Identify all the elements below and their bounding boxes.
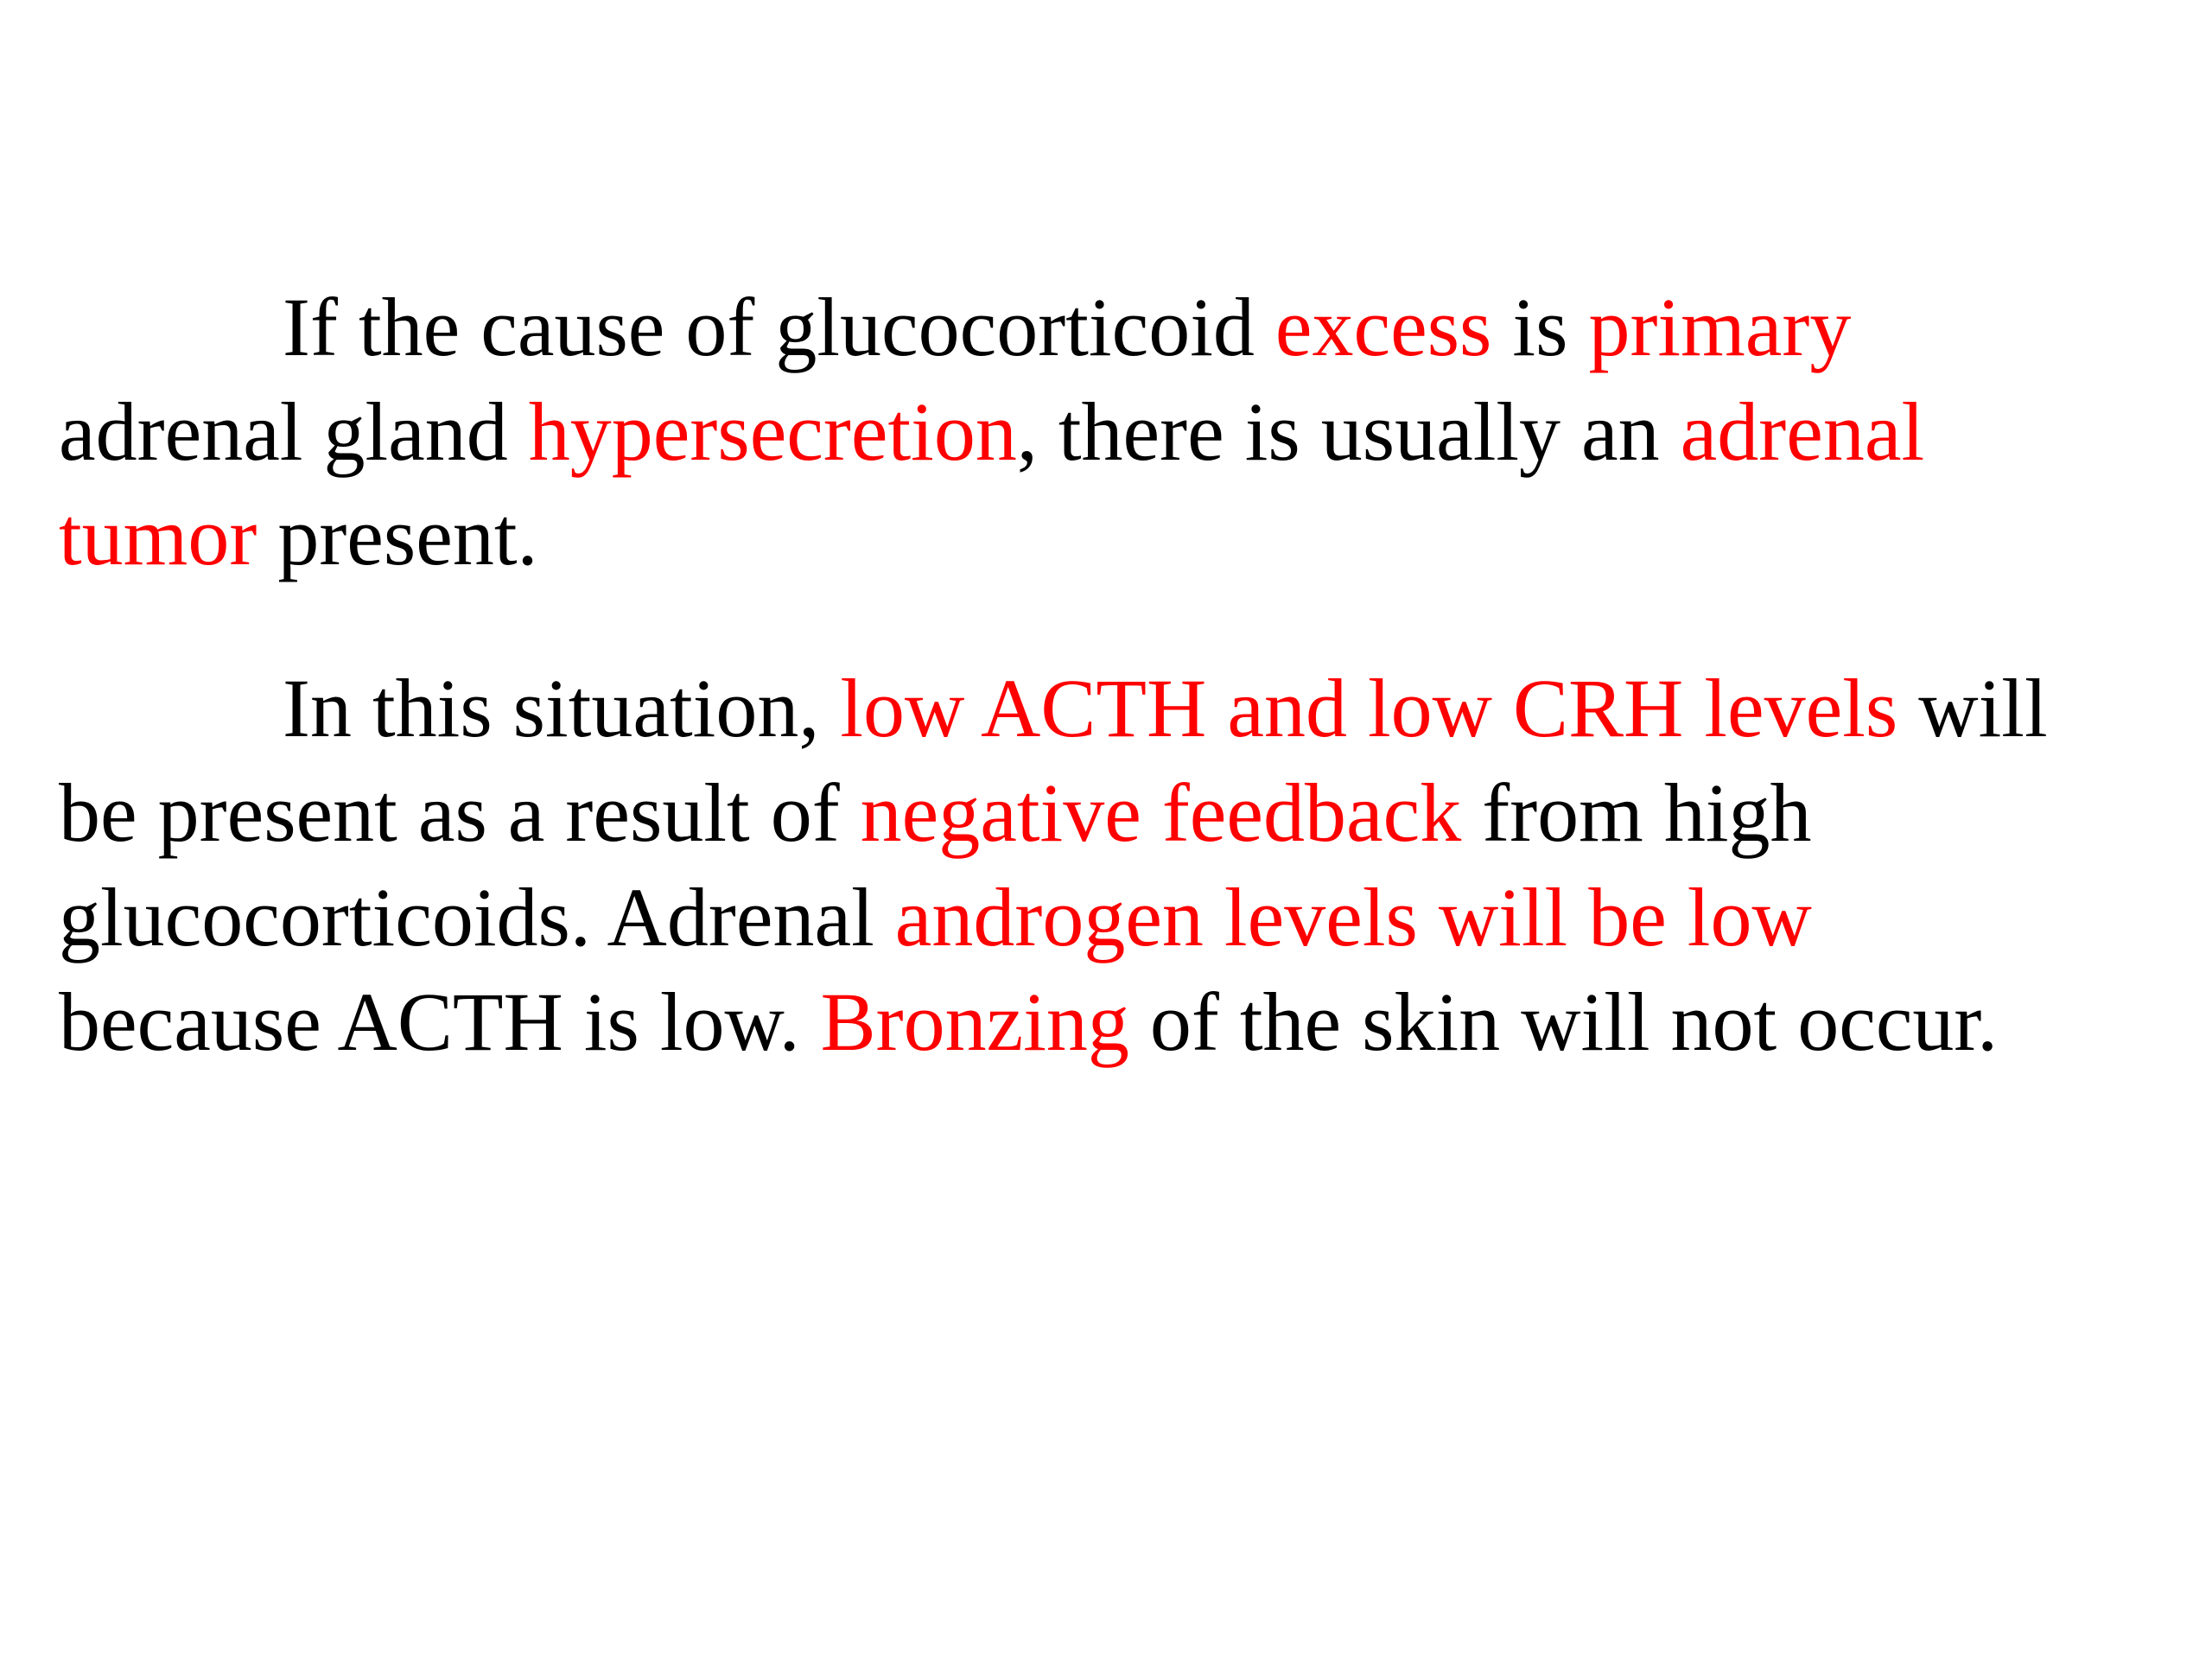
text-segment: will (1897, 662, 2048, 754)
paragraph-low-acth (59, 656, 2167, 1074)
text-segment: be present as a result of (59, 766, 861, 859)
text-segment: , there is usually an (1016, 385, 1681, 478)
text-segment: of the skin will not occur. (1128, 976, 1999, 1068)
highlight-bronzing: Bronzing (820, 976, 1129, 1068)
text-segment: If the cause of glucocorticoid (283, 281, 1275, 373)
highlight-hypersecretion: hypersecretion (528, 385, 1017, 478)
text-segment: adrenal gland (59, 385, 529, 478)
paragraph-2-line-3 (59, 865, 2167, 969)
text-segment: from high (1461, 766, 1812, 859)
paragraph-2-line-4 (59, 969, 2167, 1074)
highlight-low-acth-crh: low ACTH and low CRH levels (840, 662, 1898, 754)
highlight-adrenal: adrenal (1680, 385, 1925, 478)
text-segment: glucocorticoids. Adrenal (59, 871, 895, 963)
highlight-androgen-low: androgen levels will be low (894, 871, 1812, 963)
paragraph-2-line-1 (59, 656, 2167, 760)
paragraph-1-line-3 (59, 484, 2167, 588)
text-segment: present. (257, 490, 538, 582)
text-segment: because ACTH is low. (59, 976, 821, 1068)
highlight-negative-feedback: negative feedback (860, 766, 1462, 859)
text-segment: is (1491, 281, 1589, 373)
paragraph-1-line-1 (59, 275, 2167, 379)
text-segment: In this situation, (283, 662, 841, 754)
paragraph-2-line-2 (59, 760, 2167, 865)
slide-body (59, 275, 2167, 1074)
paragraph-primary-hypersecretion (59, 275, 2167, 588)
highlight-tumor: tumor (59, 490, 257, 582)
highlight-primary: primary (1588, 281, 1852, 373)
paragraph-1-line-2 (59, 379, 2167, 484)
highlight-excess: excess (1274, 281, 1492, 373)
